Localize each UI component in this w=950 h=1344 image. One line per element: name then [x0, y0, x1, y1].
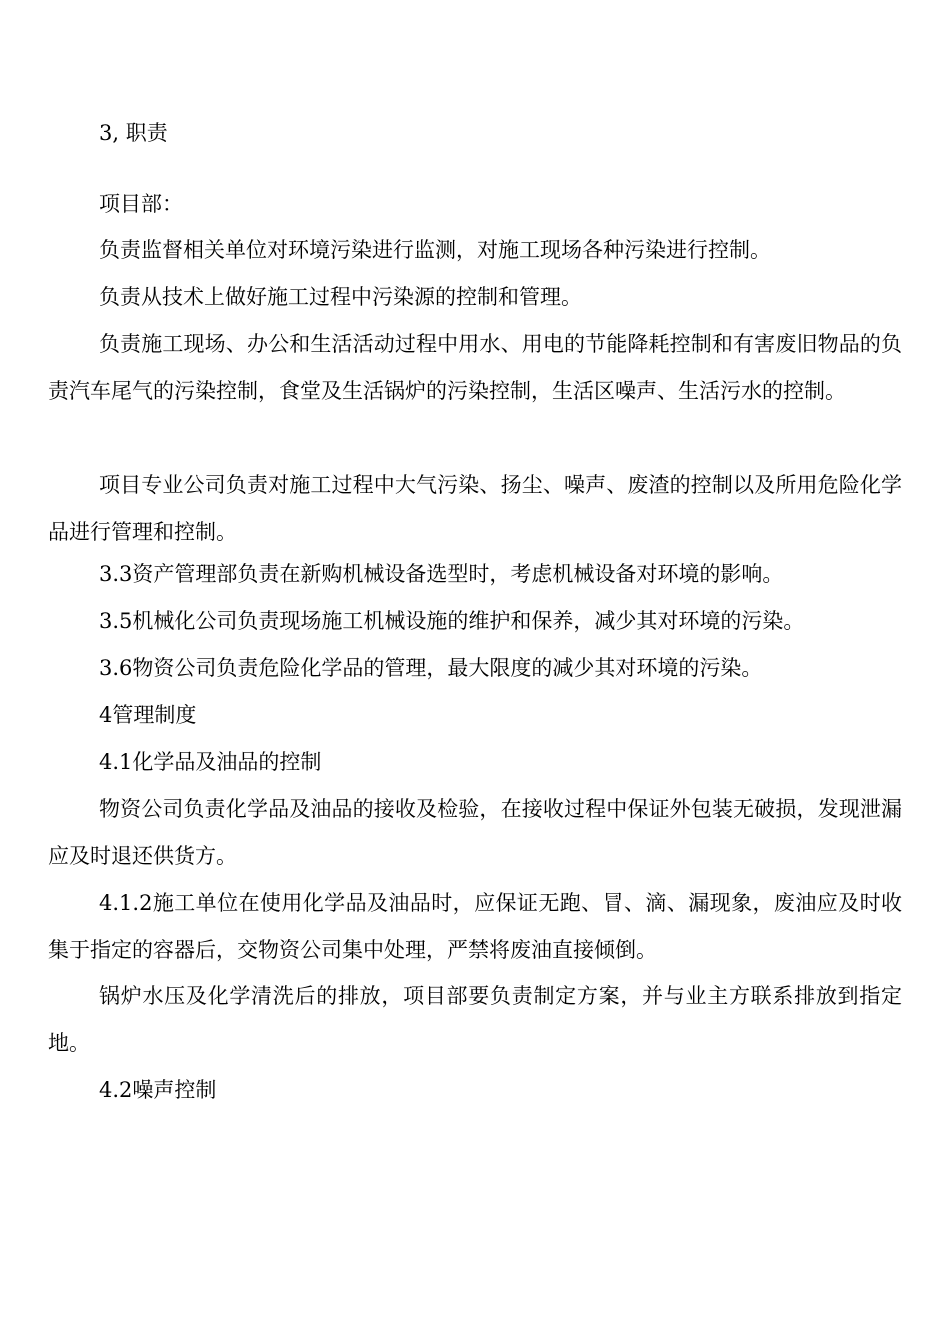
paragraph: 3.5机械化公司负责现场施工机械设施的维护和保养，减少其对环境的污染。 — [99, 609, 805, 633]
section-heading-management: 4管理制度 — [99, 703, 197, 727]
section-heading-responsibilities: 3, 职责 — [99, 121, 168, 145]
paragraph: 物资公司负责化学品及油品的接收及检验，在接收过程中保证外包装无破损，发现泄漏应及时退还供货方。 — [48, 797, 902, 868]
paragraph: 锅炉水压及化学清洗后的排放，项目部要负责制定方案，并与业主方联系排放到指定地。 — [48, 984, 902, 1055]
paragraph: 3.6物资公司负责危险化学品的管理，最大限度的减少其对环境的污染。 — [99, 656, 763, 680]
paragraph: 3.3资产管理部负责在新购机械设备选型时，考虑机械设备对环境的影响。 — [99, 562, 784, 586]
paragraph: 负责从技术上做好施工过程中污染源的控制和管理。 — [99, 285, 582, 309]
subheading-project-dept: 项目部： — [99, 192, 183, 216]
paragraph: 项目专业公司负责对施工过程中大气污染、扬尘、噪声、废渣的控制以及所用危险化学品进行管理和控制。 — [48, 473, 902, 544]
paragraph: 负责施工现场、办公和生活活动过程中用水、用电的节能降耗控制和有害废旧物品的负责汽车尾气的污染控制，食堂及生活锅炉的污染控制，生活区噪声、生活污水的控制。 — [48, 332, 902, 403]
paragraph: 负责监督相关单位对环境污染进行监测，对施工现场各种污染进行控制。 — [99, 238, 771, 262]
paragraph: 4.1.2施工单位在使用化学品及油品时，应保证无跑、冒、滴、漏现象，废油应及时收集于指定的容器后，交物资公司集中处理，严禁将废油直接倾倒。 — [48, 891, 902, 962]
subheading-noise: 4.2噪声控制 — [99, 1078, 217, 1102]
subheading-chemicals: 4.1化学品及油品的控制 — [99, 750, 322, 774]
